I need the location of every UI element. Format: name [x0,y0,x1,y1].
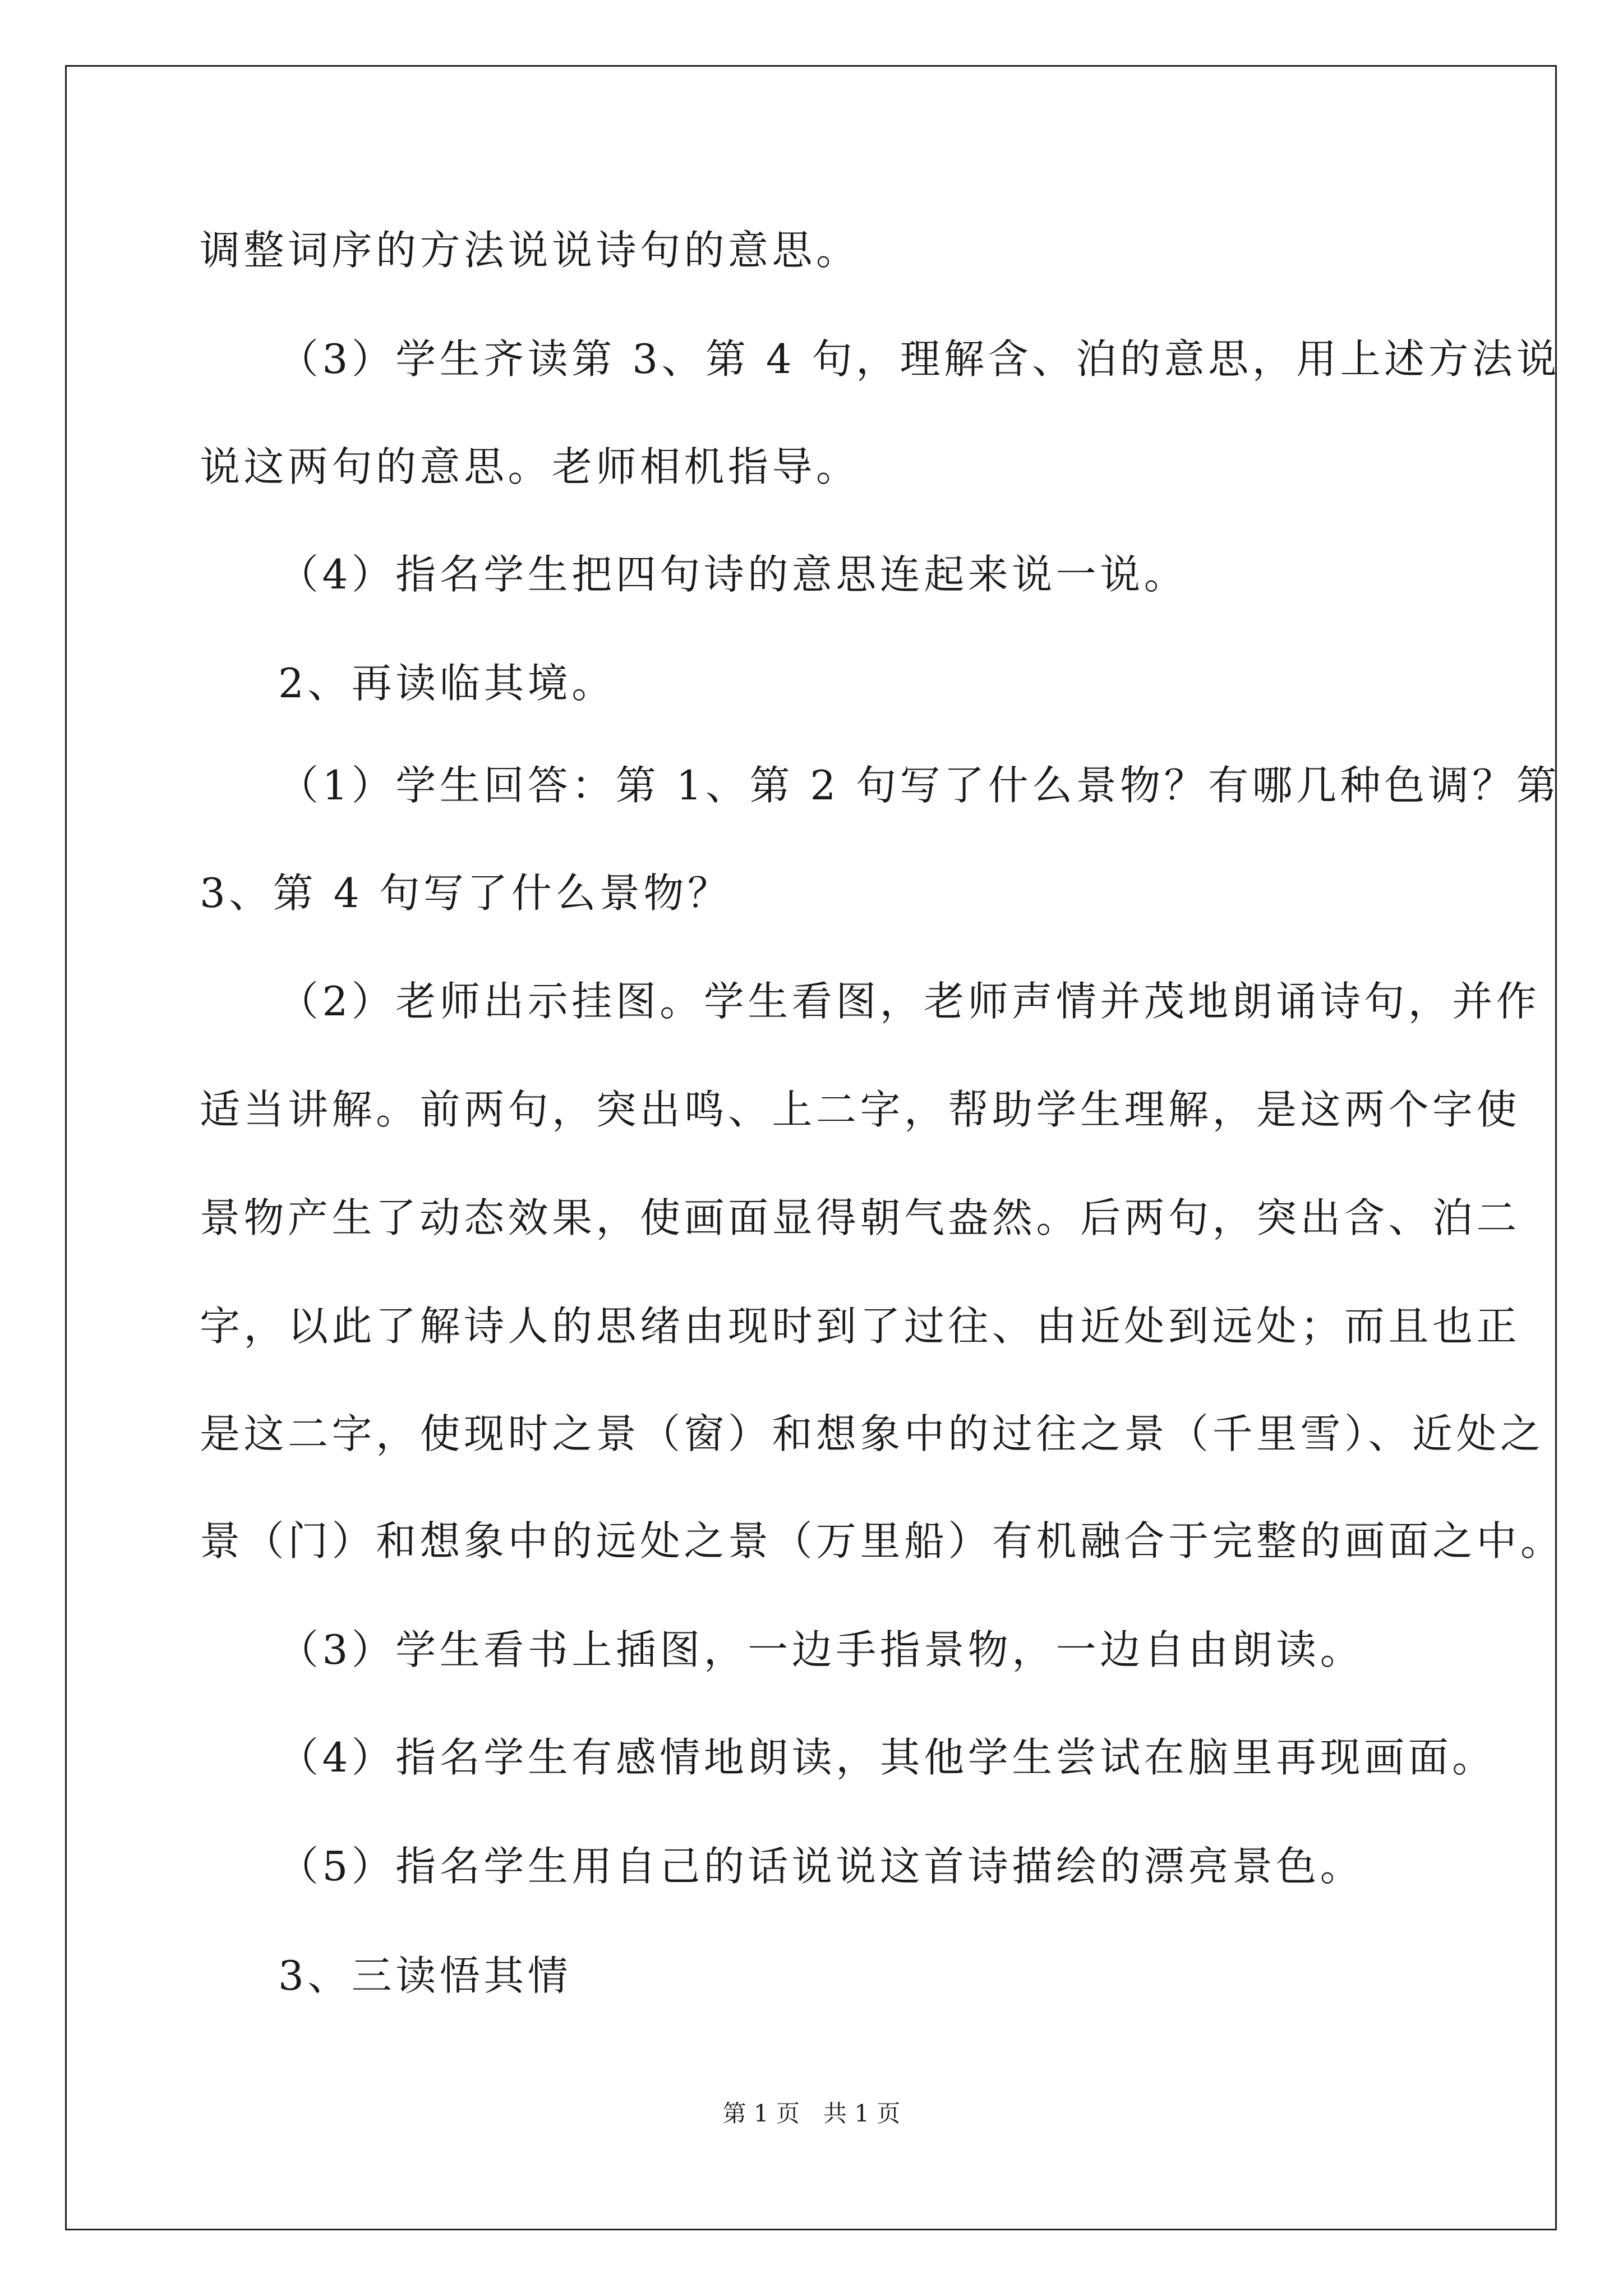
body-line: （3）学生齐读第 3、第 4 句，理解含、泊的意思，用上述方法说 [278,335,1561,383]
body-line: 调整词序的方法说说诗句的意思。 [200,227,860,274]
body-line: 景物产生了动态效果，使画面显得朝气盎然。后两句，突出含、泊二 [200,1194,1521,1241]
body-line: （1）学生回答：第 1、第 2 句写了什么景物？有哪几种色调？第 [278,762,1561,809]
body-line: （4）指名学生有感情地朗读，其他学生尝试在脑里再现画面。 [278,1734,1496,1781]
body-line: 说这两句的意思。老师相机指导。 [200,443,860,490]
body-line: 适当讲解。前两句，突出鸣、上二字，帮助学生理解，是这两个字使 [200,1086,1521,1133]
body-line: （5）指名学生用自己的话说说这首诗描绘的漂亮景色。 [278,1843,1364,1890]
body-line: 是这二字，使现时之景（窗）和想象中的过往之景（千里雪）、近处之 [200,1410,1544,1457]
body-line: 字，以此了解诗人的思绪由现时到了过往、由近处到远处；而且也正 [200,1303,1521,1350]
body-line: （3）学生看书上插图，一边手指景物，一边自由朗读。 [278,1626,1364,1673]
body-line: 2、再读临其境。 [278,660,616,707]
body-line: 景（门）和想象中的远处之景（万里船）有机融合于完整的画面之中。 [200,1517,1565,1565]
body-line: 3、三读悟其情 [278,1952,572,1999]
page-border [65,65,1557,2230]
body-line: （2）老师出示挂图。学生看图，老师声情并茂地朗诵诗句，并作 [278,978,1541,1025]
page-number-footer: 第 1 页 共 1 页 [722,2100,901,2127]
body-line: （4）指名学生把四句诗的意思连起来说一说。 [278,551,1188,598]
body-line: 3、第 4 句写了什么景物？ [200,869,732,917]
